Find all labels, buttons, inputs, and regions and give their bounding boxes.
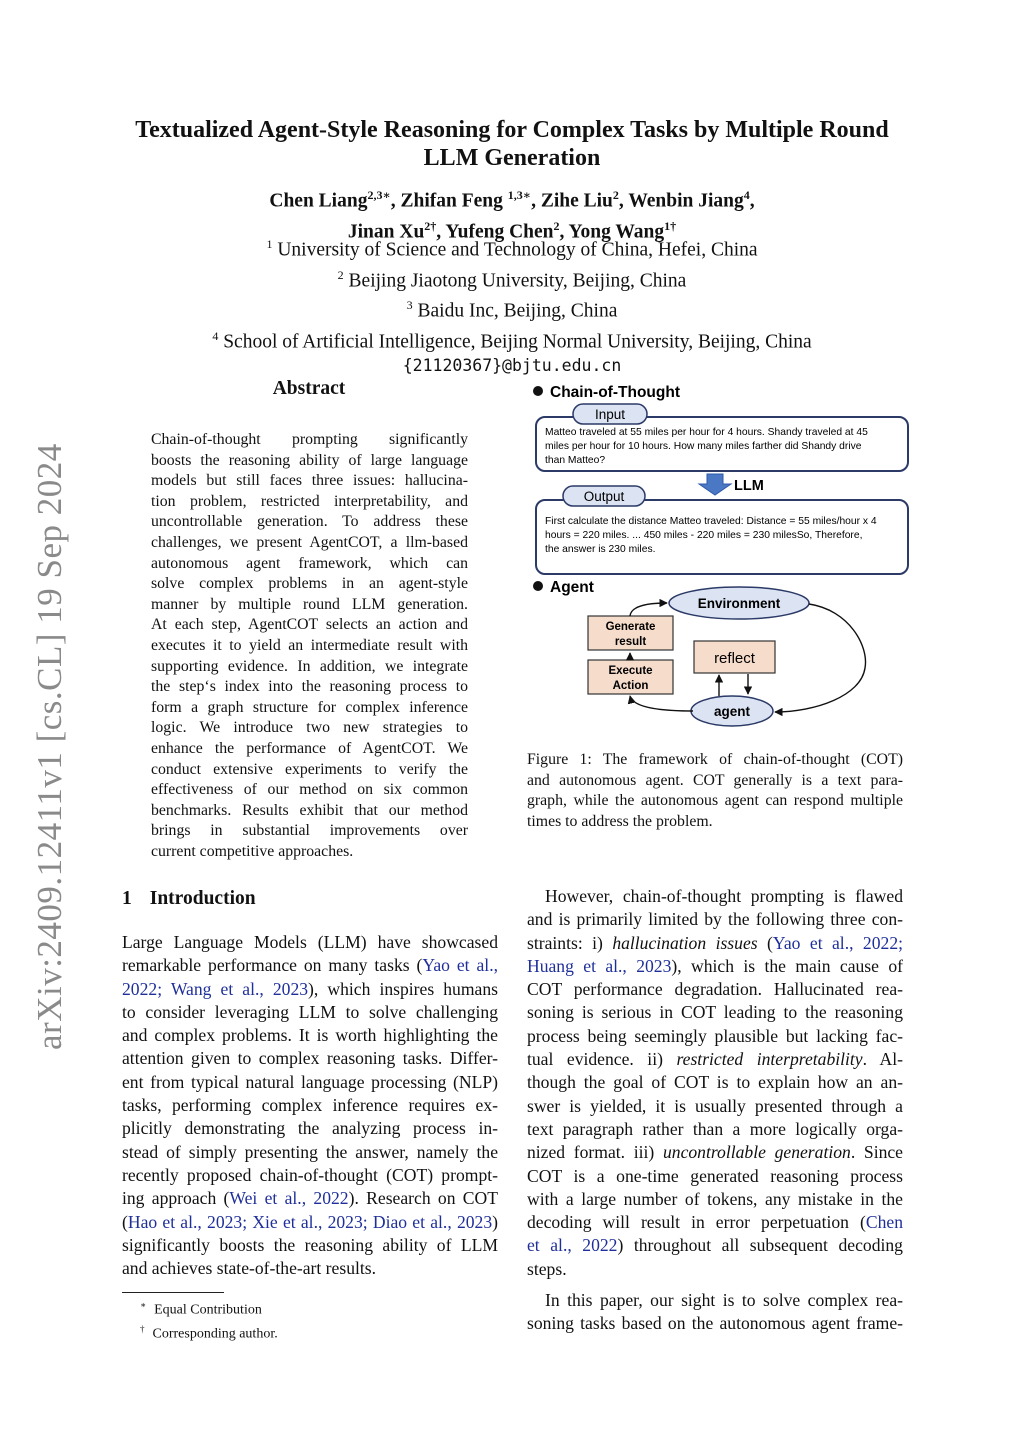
input-text-line: than Matteo? bbox=[545, 455, 606, 466]
citation-link[interactable]: Huang et al., 2023 bbox=[527, 955, 672, 976]
text-line: et al., 2022) throughout all subsequent decoding bbox=[527, 1235, 903, 1256]
text-line: swer is yielded, it is usually presented through a bbox=[527, 1095, 903, 1116]
footnote: ∗ Equal Contribution bbox=[140, 1300, 262, 1318]
section-title: Introduction bbox=[149, 888, 256, 909]
text-line: plicitly demonstrating the analyzing process in- bbox=[122, 1118, 498, 1139]
text-line: and complex problems. It is worth highlighting the bbox=[122, 1025, 498, 1046]
text-line: times to address the problem. bbox=[527, 812, 713, 830]
cot-section-label: Chain-of-Thought bbox=[550, 384, 680, 401]
author-name: Chen Liang bbox=[269, 190, 368, 212]
text-line: significantly boosts the reasoning ability of LLM bbox=[122, 1234, 498, 1255]
text-line: though the goal of COT is to explain how an an- bbox=[527, 1072, 903, 1093]
bullet-icon bbox=[533, 386, 543, 396]
down-arrow-icon bbox=[699, 474, 731, 495]
citation-link[interactable]: Hao et al., 2023; Xie et al., 2023; Diao et al., 2023 bbox=[127, 1211, 493, 1232]
footnote-rule bbox=[122, 1292, 224, 1293]
text-line: attention given to complex reasoning tasks. Differ- bbox=[122, 1048, 498, 1069]
output-text-line: hours = 220 miles. ... 450 miles - 220 miles = 230 milesSo, Therefore, bbox=[545, 530, 863, 541]
figure-caption bbox=[527, 750, 903, 832]
affiliations bbox=[100, 232, 924, 378]
text-line: brings in substantial improvements over bbox=[151, 822, 468, 840]
title-line: LLM Generation bbox=[423, 145, 601, 171]
text-line: enhance the performance of AgentCOT. We bbox=[151, 739, 468, 757]
author-affil-mark: 1,3∗ bbox=[507, 188, 532, 202]
text-line: challenges, we present AgentCOT, a llm-based bbox=[151, 533, 468, 551]
arxiv-stamp: arXiv:2409.12411v1 [cs.CL] 19 Sep 2024 bbox=[30, 443, 69, 1050]
text-line: straints: i) hallucination issues (Yao et al., 2022; bbox=[527, 932, 903, 953]
text-line: text paragraph rather than a more logically orga- bbox=[527, 1118, 903, 1139]
output-text-line: the answer is 230 miles. bbox=[545, 544, 656, 555]
section-heading bbox=[122, 888, 256, 910]
text-line: and is primarily limited by the following three con- bbox=[527, 909, 903, 930]
text-line: tion problem, restricted interpretability, and bbox=[151, 492, 468, 510]
citation-link[interactable]: Yao et al., 2022; bbox=[772, 932, 903, 953]
arrow-generate-to-environment bbox=[630, 603, 667, 616]
text-line: to consider leveraging LLM to solve challenging bbox=[122, 1001, 498, 1022]
author-name: Zhifan Feng bbox=[400, 190, 503, 212]
affiliation: $^2$ Beijing Jiaotong University, Beijing, China bbox=[337, 267, 687, 291]
agent-label: agent bbox=[713, 704, 751, 719]
abstract-heading: Abstract bbox=[272, 378, 346, 399]
text-line: with a large number of tokens, any mistake in the bbox=[527, 1188, 903, 1209]
text-line: uncontrollable generation. To address these bbox=[151, 513, 468, 531]
text-line: autonomous agent framework, which can bbox=[151, 554, 468, 572]
footnote: † Corresponding author. bbox=[140, 1323, 278, 1342]
text-line: solve complex problems in an agent-style bbox=[151, 575, 468, 593]
text-line: benchmarks. Results exhibit that our method bbox=[151, 801, 468, 819]
text-line: At each step, AgentCOT selects an action and bbox=[151, 616, 468, 634]
right-paragraph-2 bbox=[527, 1289, 903, 1336]
citation-link[interactable]: 2022; Wang et al., 2023 bbox=[122, 978, 309, 999]
text-line: logic. We introduce two new strategies to bbox=[151, 719, 468, 737]
text-line: and achieves state-of-the-art results. bbox=[122, 1258, 377, 1279]
text-line: effectiveness of our method on six common bbox=[151, 781, 468, 799]
bullet-icon bbox=[533, 581, 543, 591]
input-text-line: Matteo traveled at 55 miles per hour for 4 hours. Shandy traveled at 45 bbox=[545, 427, 868, 438]
text-line: current competitive approaches. bbox=[151, 842, 354, 860]
footnotes bbox=[140, 1296, 278, 1343]
agent-section-label: Agent bbox=[550, 579, 594, 596]
generate-label: Generate bbox=[605, 621, 656, 633]
text-line: steps. bbox=[527, 1258, 567, 1279]
text-line: models but still faces three issues: hallucina- bbox=[151, 472, 468, 490]
author-name: Yufeng Chen bbox=[445, 221, 554, 242]
text-line: recently proposed chain-of-thought (COT) prompt- bbox=[122, 1164, 498, 1185]
execute-label: Action bbox=[612, 680, 649, 692]
right-paragraph-1 bbox=[527, 885, 903, 1281]
text-line: remarkable performance on many tasks (Yao et al., bbox=[122, 955, 498, 976]
citation-link[interactable]: Wei et al., 2022 bbox=[229, 1188, 349, 1209]
text-line: COT is a one-time generated reasoning process bbox=[527, 1165, 903, 1186]
title-line: Textualized Agent-Style Reasoning for Complex Tasks by Multiple Round bbox=[135, 117, 889, 143]
author-affil-mark: 4 bbox=[743, 188, 750, 202]
output-text-line: First calculate the distance Matteo traveled: Distance = 55 miles/hour x 4 bbox=[545, 516, 877, 527]
arrow-agent-to-execute bbox=[630, 696, 693, 711]
author-affil-mark: 2,3∗ bbox=[367, 188, 391, 202]
llm-label: LLM bbox=[734, 478, 764, 494]
input-text-line: miles per hour for 10 hours. How many miles farther did Shandy drive bbox=[545, 441, 862, 452]
execute-label: Execute bbox=[608, 665, 653, 677]
environment-label: Environment bbox=[697, 596, 781, 611]
author-list: Chen Liang$^{2,3∗}$, Zhifan Feng $^{1,3∗}$, Zihe Liu$^2$, Wenbin Jiang$^4$, Jinan $Xu^{2\dagger}$, Yufeng Chen$^2$, Yong Wang$^{1\dagger}$ bbox=[269, 188, 755, 242]
text-line: stead of simply presenting the answer, namely the bbox=[122, 1141, 498, 1162]
text-line: Chain-of-thought prompting significantly bbox=[151, 431, 468, 448]
text-line: soning is serious in COT leading to the reasoning bbox=[527, 1002, 903, 1023]
text-line: decoding will result in error perpetuation (Chen bbox=[527, 1212, 903, 1233]
section-number: 1 bbox=[122, 888, 132, 909]
text-line: ing approach (Wei et al., 2022). Research on COT bbox=[122, 1188, 498, 1209]
text-line: conduct extensive experiments to verify the bbox=[151, 760, 468, 778]
text-line: graph, while the autonomous agent can respond multiple bbox=[527, 792, 903, 810]
text-line: In this paper, our sight is to solve complex rea- bbox=[545, 1290, 903, 1310]
intro-paragraph bbox=[122, 931, 498, 1280]
author-affil-mark: 1† bbox=[664, 218, 677, 233]
text-line: Large Language Models (LLM) have showcased bbox=[122, 932, 498, 952]
text-line: manner by multiple round LLM generation. bbox=[151, 595, 468, 613]
text-line: boosts the reasoning ability of large language bbox=[151, 451, 468, 469]
text-line: (Hao et al., 2023; Xie et al., 2023; Diao et al., 2023) bbox=[122, 1211, 498, 1232]
citation-link[interactable]: Chen bbox=[865, 1212, 903, 1233]
affiliation: $^4$ School of Artificial Intelligence, Beijing Normal University, Beijing, China bbox=[212, 328, 812, 352]
affiliation: $^3$ Baidu Inc, Beijing, China bbox=[406, 298, 618, 322]
text-line: nized format. iii) uncontrollable generation. Since bbox=[527, 1142, 903, 1163]
text-line: the step‘s index into the reasoning process to bbox=[151, 678, 468, 696]
text-line: 2022; Wang et al., 2023), which inspires humans bbox=[122, 978, 498, 999]
generate-label: result bbox=[614, 636, 647, 648]
input-label: Input bbox=[594, 407, 626, 422]
text-line: form a graph structure for complex inference bbox=[151, 698, 468, 716]
contact-email: {21120367}@bjtu.edu.cn bbox=[402, 356, 622, 375]
text-line: process being seemingly plausible but lacking fac- bbox=[527, 1025, 903, 1046]
affiliation: $^1$ University of Science and Technology of China, Hefei, China bbox=[266, 237, 758, 261]
figure-1-framework bbox=[527, 378, 917, 730]
arrow-environment-to-agent bbox=[775, 604, 866, 712]
author-affil-mark: 2 bbox=[553, 218, 560, 233]
text-line: Figure 1: The framework of chain-of-thought (COT) bbox=[527, 751, 903, 768]
text-line: COT performance degradation. Hallucinated rea- bbox=[527, 979, 903, 1000]
text-line: tasks, performing complex inference requires ex- bbox=[122, 1095, 498, 1116]
text-line: Huang et al., 2023), which is the main cause of bbox=[527, 955, 903, 976]
reflect-label: reflect bbox=[714, 650, 755, 667]
text-line: soning tasks based on the autonomous agent frame- bbox=[527, 1313, 903, 1334]
author-name: Yong Wang bbox=[568, 221, 665, 242]
output-label: Output bbox=[583, 489, 625, 504]
author-name: Jinan Xu bbox=[347, 221, 425, 242]
author-name: Zihe Liu bbox=[540, 190, 613, 212]
text-line: However, chain-of-thought prompting is flawed bbox=[545, 886, 903, 906]
text-line: supporting evidence. In addition, we integrate bbox=[151, 657, 468, 675]
author-affil-mark: 2† bbox=[424, 218, 437, 233]
text-line: and autonomous agent. COT generally is a text para- bbox=[527, 771, 903, 789]
citation-link[interactable]: et al., 2022 bbox=[527, 1235, 618, 1256]
author-affil-mark: 2 bbox=[612, 188, 619, 202]
text-line: ent from typical natural language processing (NLP) bbox=[122, 1071, 498, 1092]
text-line: tual evidence. ii) restricted interpretability. Al- bbox=[527, 1049, 903, 1070]
author-name: Wenbin Jiang bbox=[628, 190, 744, 212]
text-line: executes it to yield an intermediate result with bbox=[151, 636, 468, 654]
paper-title bbox=[100, 116, 924, 172]
citation-link[interactable]: Yao et al., bbox=[422, 955, 498, 976]
abstract-body bbox=[151, 430, 468, 862]
